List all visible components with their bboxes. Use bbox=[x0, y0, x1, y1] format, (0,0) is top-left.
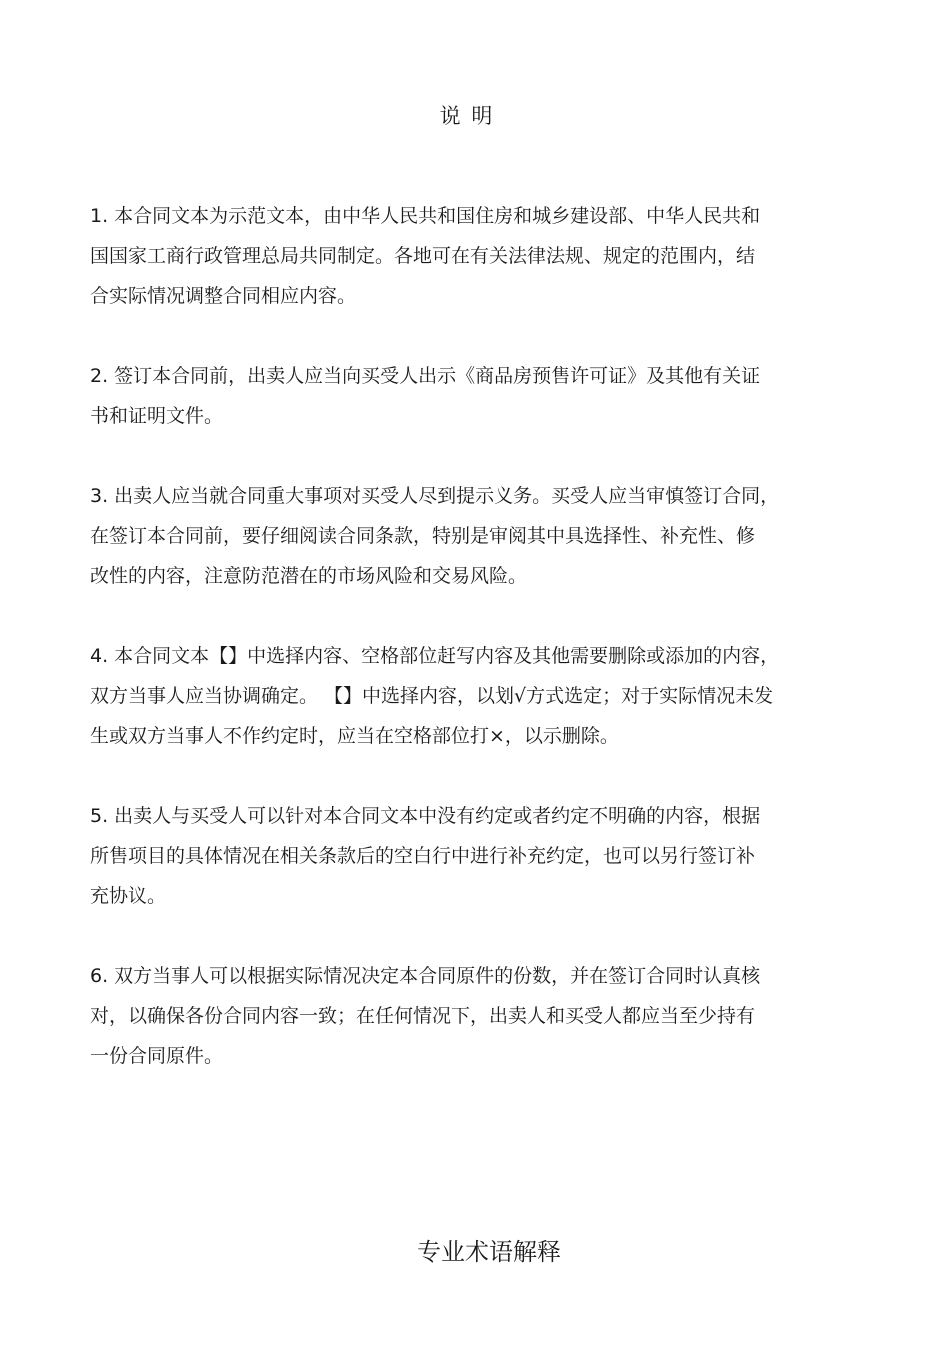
paragraph-1 bbox=[90, 196, 850, 316]
paragraph-line: 在签订本合同前，要仔细阅读合同条款，特别是审阅其中具选择性、补充性、修 bbox=[90, 525, 756, 547]
paragraph-line: 双方当事人应当协调确定。 【】中选择内容，以划√方式选定；对于实际情况未发 bbox=[90, 685, 774, 707]
paragraph-line: 一份合同原件。 bbox=[90, 1045, 224, 1067]
paragraph-line: 改性的内容，注意防范潜在的市场风险和交易风险。 bbox=[90, 565, 528, 587]
paragraph-line: 对，以确保各份合同内容一致；在任何情况下，出卖人和买受人都应当至少持有 bbox=[90, 1005, 756, 1027]
paragraph-line: 5. 出卖人与买受人可以针对本合同文本中没有约定或者约定不明确的内容，根据 bbox=[90, 805, 761, 827]
paragraph-line: 国国家工商行政管理总局共同制定。各地可在有关法律法规、规定的范围内，结 bbox=[90, 245, 756, 267]
paragraph-5 bbox=[90, 796, 850, 916]
paragraph-line: 3. 出卖人应当就合同重大事项对买受人尽到提示义务。买受人应当审慎签订合同， bbox=[90, 485, 780, 507]
paragraph-3 bbox=[90, 476, 850, 596]
paragraph-line: 充协议。 bbox=[90, 885, 167, 907]
section-title: 专业术语解释 bbox=[417, 1238, 561, 1266]
paragraph-line: 合实际情况调整合同相应内容。 bbox=[90, 285, 357, 307]
paragraph-line: 生或双方当事人不作约定时，应当在空格部位打×，以示删除。 bbox=[90, 725, 619, 747]
paragraph-6 bbox=[90, 956, 850, 1076]
paragraph-4 bbox=[90, 636, 850, 756]
paragraph-line: 所售项目的具体情况在相关条款后的空白行中进行补充约定，也可以另行签订补 bbox=[90, 845, 756, 867]
paragraph-line: 6. 双方当事人可以根据实际情况决定本合同原件的份数，并在签订合同时认真核 bbox=[90, 965, 761, 987]
page-title: 说 明 bbox=[439, 104, 495, 128]
paragraph-2 bbox=[90, 356, 850, 436]
paragraph-line: 2. 签订本合同前，出卖人应当向买受人出示《商品房预售许可证》及其他有关证 bbox=[90, 365, 761, 387]
paragraph-line: 1. 本合同文本为示范文本，由中华人民共和国住房和城乡建设部、中华人民共和 bbox=[90, 205, 761, 227]
paragraph-line: 书和证明文件。 bbox=[90, 405, 224, 427]
paragraph-line: 4. 本合同文本【】中选择内容、空格部位赶写内容及其他需要删除或添加的内容， bbox=[90, 645, 780, 667]
